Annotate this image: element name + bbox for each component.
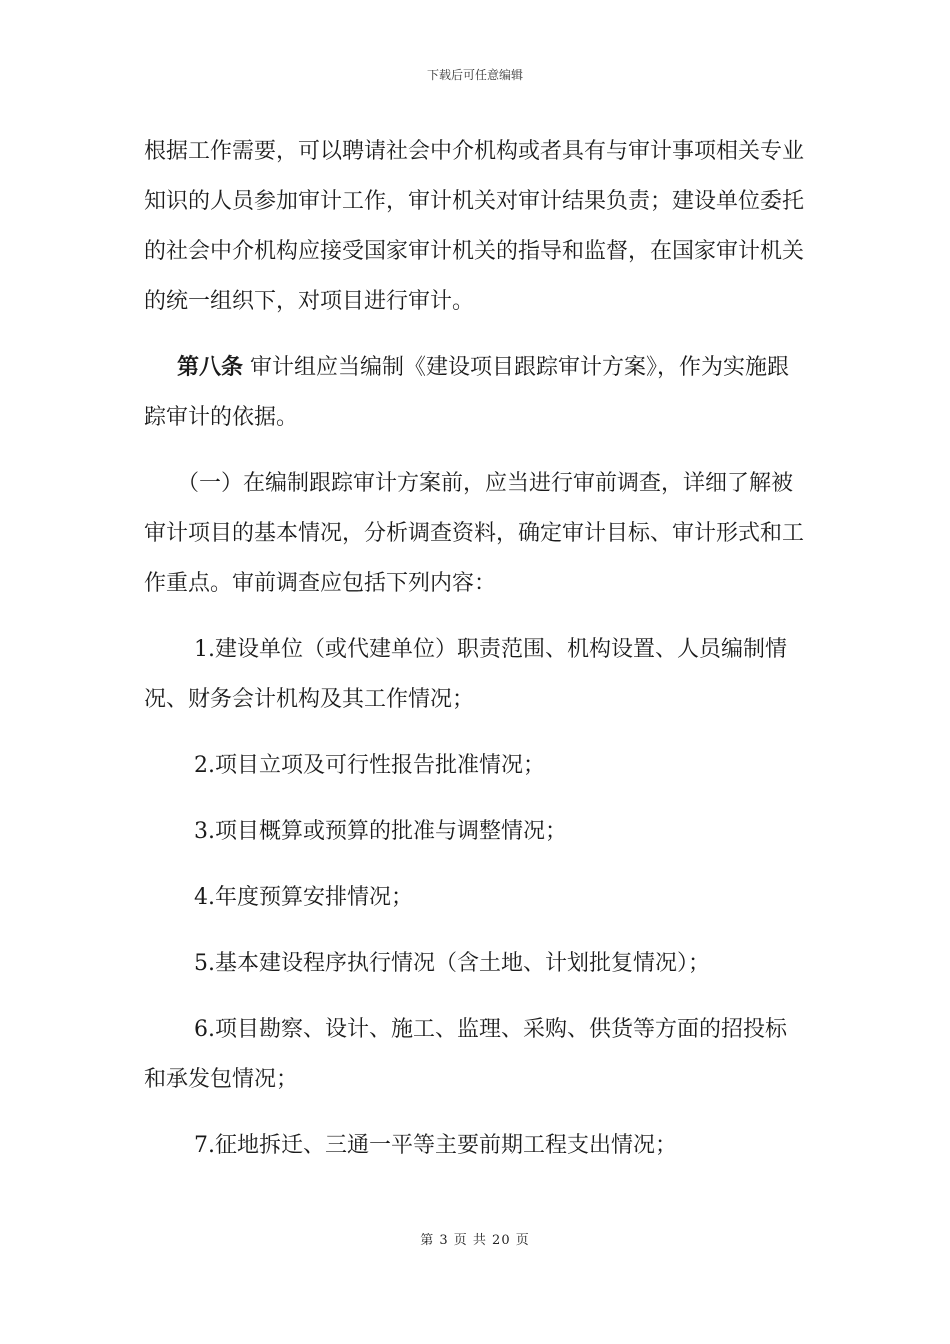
list-item-3: 3.项目概算或预算的批准与调整情况；	[194, 819, 567, 844]
page-footer: 第 3 页 共 20 页	[420, 1233, 530, 1248]
document-body	[144, 127, 804, 1171]
list-item-4: 4.年度预算安排情况；	[194, 885, 413, 910]
paragraph-pre-audit-survey: （一）在编制跟踪审计方案前，应当进行审前调查，详细了解被审计项目的基本情况，分析调查资料，确定审计目标、审计形式和工作重点。审前调查应包括下列内容：	[144, 471, 805, 596]
article-number: 第八条	[177, 355, 244, 380]
list-item-7: 7.征地拆迁、三通一平等主要前期工程支出情况；	[194, 1133, 677, 1158]
list-item-5: 5.基本建设程序执行情况（含土地、计划批复情况）；	[194, 951, 710, 976]
page-header: 下载后可任意编辑	[426, 68, 523, 82]
list-item-6: 6.项目勘察、设计、施工、监理、采购、供货等方面的招投标和承发包情况；	[144, 1017, 787, 1092]
list-item-2: 2.项目立项及可行性报告批准情况；	[194, 753, 545, 778]
article-text: 审计组应当编制《建设项目跟踪审计方案》，作为实施跟踪审计的依据。	[144, 355, 790, 430]
list-item-1: 1.建设单位（或代建单位）职责范围、机构设置、人员编制情况、财务会计机构及其工作情况；	[144, 637, 787, 712]
paragraph-article-8	[144, 343, 804, 443]
paragraph-audit-personnel: 根据工作需要，可以聘请社会中介机构或者具有与审计事项相关专业知识的人员参加审计工作，审计机关对审计结果负责；建设单位委托的社会中介机构应接受国家审计机关的指导和监督，在国家审计机关的统一组织下，对项目进行审计。	[144, 139, 805, 314]
